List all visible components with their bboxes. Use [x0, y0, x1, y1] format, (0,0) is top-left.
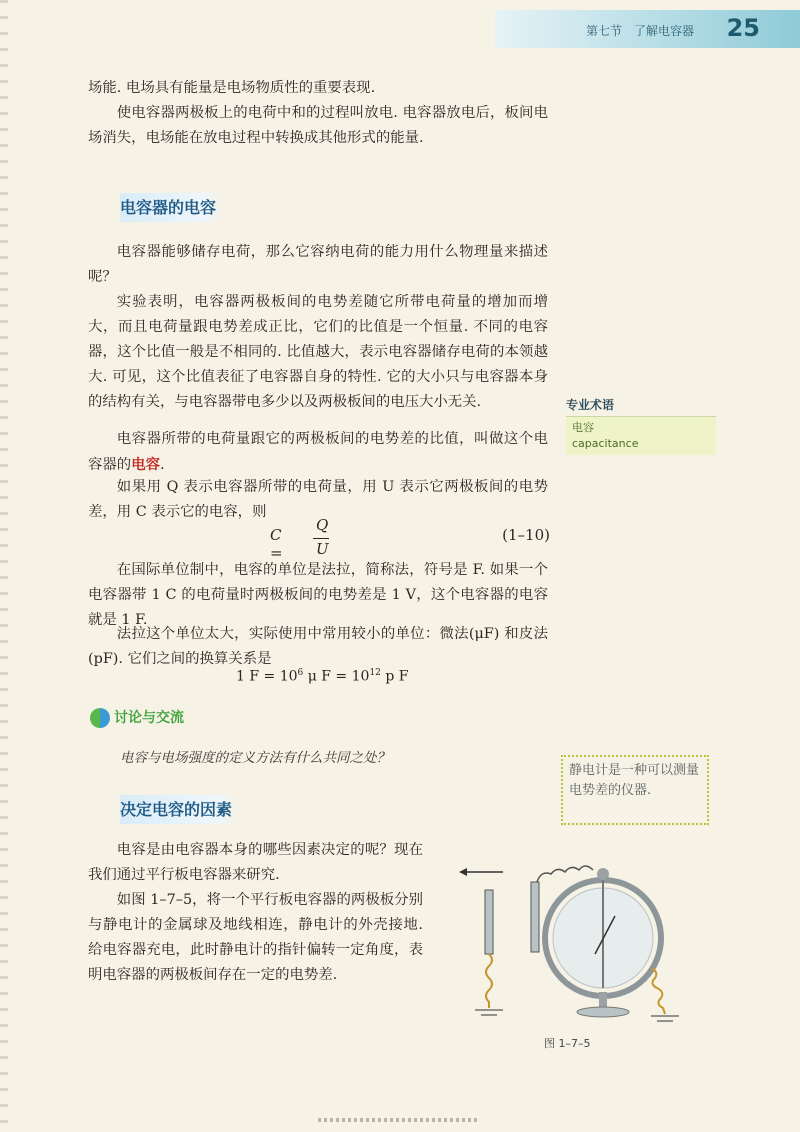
stand: [599, 992, 607, 1008]
definition-end: .: [159, 457, 165, 473]
footer-mark: [318, 1118, 478, 1122]
paragraph-2: 使电容器两极板上的电荷中和的过程叫放电. 电容器放电后，板间电场消失，电场能在放电过程中转换成其他形式的能量.: [88, 105, 548, 146]
fixed-plate: [531, 882, 539, 952]
base: [577, 1007, 629, 1017]
figure-caption: 图 1–7–5: [544, 1037, 591, 1050]
paragraph-10: 如图 1–7–5，将一个平行板电容器的两极板分别与静电计的金属球及地线相连，静电计的外壳接地.给电容器充电，此时静电计的指针偏转一定角度，表明电容器的两极板间存在一定的电势差.: [88, 892, 423, 983]
metal-ball: [597, 868, 609, 880]
movable-plate: [485, 890, 493, 954]
running-header: 第七节 了解电容器: [585, 24, 694, 38]
page-binding-edge: [0, 0, 8, 1132]
discussion-cycle-icon: [90, 708, 110, 728]
paragraph-3: 电容器能够储存电荷，那么它容纳电荷的能力用什么物理量来描述呢？: [88, 244, 548, 285]
formula-numerator: Q: [316, 516, 329, 534]
glossary-box: [566, 396, 716, 455]
paragraph-9: 电容是由电容器本身的哪些因素决定的呢？现在我们通过平行板电容器来研究.: [88, 842, 423, 883]
glossary-content: [566, 417, 716, 455]
unit-part-b: μ F = 10: [303, 668, 370, 685]
arrow-head: [459, 868, 467, 876]
equation-1-10: [270, 512, 550, 562]
term-capacitance: 电容: [131, 456, 160, 473]
paragraph-4: 实验表明，电容器两极板间的电势差随它所带电荷量的增加而增大，而且电荷量跟电势差成正比，它们的比值是一个恒量. 不同的电容器，这个比值一般是不相同的. 比值越大，表示电容器储存电荷的本领越大. 可见，这个比值表征了电容器自身的特性. 它的大小只与电容器本身的结构有关，与电容器带电多少以及两极板间的电压大小无关.: [88, 294, 548, 410]
section-title-factors: 决定电容的因素: [120, 795, 240, 824]
glossary-term-zh: 电容: [572, 421, 594, 434]
electroscope-figure: [455, 858, 695, 1028]
definition-text: 电容器所带的电荷量跟它的两极板间的电势差的比值，叫做这个电容器的: [88, 431, 548, 473]
paragraph-5: [88, 427, 548, 478]
formula-denominator: U: [316, 540, 329, 558]
page-number: 25: [726, 14, 760, 42]
paragraph-7: 在国际单位制中，电容的单位是法拉，简称法，符号是 F. 如果一个电容器带 1 C 的电荷量时两极板间的电势差是 1 V，这个电容器的电容就是 1 F.: [88, 562, 548, 628]
unit-part-c: p F: [380, 668, 409, 685]
paragraph-1: 场能. 电场具有能量是电场物质性的重要表现.: [88, 80, 376, 96]
connecting-wire: [537, 866, 593, 882]
unit-conversion: [236, 668, 408, 685]
section-title-capacitance: 电容器的电容: [120, 193, 224, 222]
paragraph-8: 法拉这个单位太大，实际使用中常用较小的单位：微法(μF) 和皮法 (pF). 它们之间的换算关系是: [88, 626, 548, 667]
glossary-term-en: capacitance: [572, 437, 639, 450]
paragraph-6: 如果用 Q 表示电容器所带的电荷量，用 U 表示它两极板间的电势差，用 C 表示它的电容，则: [88, 479, 548, 520]
ground-wire-left: [486, 954, 492, 1008]
discussion-title: 讨论与交流: [114, 710, 184, 726]
unit-exponent-12: 12: [369, 668, 381, 678]
side-note: 静电计是一种可以测量电势差的仪器.: [561, 755, 709, 825]
glossary-title: 专业术语: [566, 396, 716, 417]
equation-number: (1–10): [502, 526, 550, 544]
unit-exponent-6: 6: [297, 668, 304, 678]
ground-wire-right: [651, 968, 665, 1014]
discussion-heading: [90, 707, 184, 728]
discussion-question: 电容与电场强度的定义方法有什么共同之处？: [120, 750, 390, 766]
formula-lhs: C =: [270, 526, 283, 562]
fraction-bar: [313, 538, 329, 539]
unit-part-a: 1 F = 10: [236, 668, 298, 685]
